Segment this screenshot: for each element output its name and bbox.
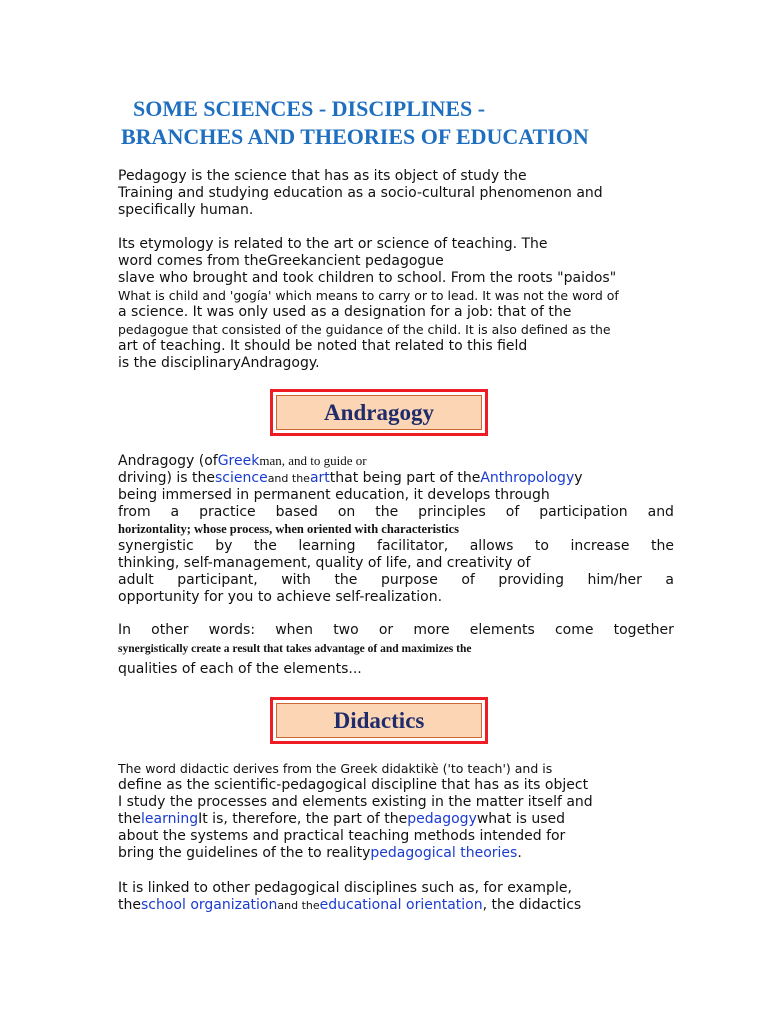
word: a <box>170 504 180 520</box>
intro-line: Pedagogy is the science that has as its object of study the <box>118 168 527 184</box>
word: increase <box>570 538 630 554</box>
word: providing <box>498 572 564 588</box>
word: facilitator, <box>377 538 449 554</box>
didactics-paragraph <box>118 760 593 862</box>
word: two <box>333 622 359 638</box>
text-span: bring the guidelines of the to reality <box>118 845 371 861</box>
etymology-line: pedagogue that consisted of the guidance of the child. It is also defined as the <box>118 322 611 337</box>
andragogy-line <box>118 538 674 555</box>
word: allows <box>469 538 514 554</box>
word: him/her <box>587 572 642 588</box>
word: synergistic <box>118 538 194 554</box>
word: learning <box>298 538 356 554</box>
word: on <box>337 504 356 520</box>
other-words-paragraph <box>118 622 674 678</box>
word: the <box>650 538 674 554</box>
pedagogy-link[interactable]: pedagogy <box>407 811 477 827</box>
linked-line <box>118 897 581 914</box>
word: other <box>151 622 189 638</box>
word: participation <box>539 504 628 520</box>
didactics-heading-box <box>270 697 488 744</box>
word: purpose <box>380 572 438 588</box>
didactics-heading: Didactics <box>333 707 425 733</box>
word: of <box>461 572 475 588</box>
other-words-line: qualities of each of the elements... <box>118 661 362 677</box>
andragogy-line <box>118 470 674 487</box>
etymology-paragraph <box>118 236 619 372</box>
greek-link[interactable]: Greek <box>217 453 260 469</box>
word: elements <box>469 622 535 638</box>
word: principles <box>418 504 486 520</box>
other-words-line <box>118 622 674 639</box>
text-span: . <box>517 845 522 861</box>
etymology-line: a science. It was only used as a designation for a job: that of the <box>118 304 572 320</box>
text-span: the <box>118 897 141 913</box>
text-span: and the <box>277 899 320 912</box>
learning-link[interactable]: learning <box>140 811 199 827</box>
text-span: driving) is the <box>118 470 215 486</box>
art-link[interactable]: art <box>309 470 330 486</box>
andragogy-line <box>118 572 674 589</box>
etymology-line: word comes from theGreekancient pedagogue <box>118 253 444 269</box>
text-span: what is used <box>476 811 566 827</box>
word: when <box>275 622 314 638</box>
school-organization-link[interactable]: school organization <box>140 897 278 913</box>
word: more <box>413 622 450 638</box>
word: together <box>613 622 674 638</box>
andragogy-line <box>118 452 674 470</box>
word: practice <box>199 504 256 520</box>
didactics-line: I study the processes and elements existing in the matter itself and <box>118 794 593 810</box>
word: words: <box>208 622 256 638</box>
word: with <box>281 572 311 588</box>
text-span: It is, therefore, the part of the <box>198 811 408 827</box>
text-span: the <box>118 811 141 827</box>
text-span: Andragogy (of <box>118 453 218 469</box>
word: or <box>378 622 394 638</box>
andragogy-paragraph <box>118 452 674 606</box>
pedagogical-theories-link[interactable]: pedagogical theories <box>370 845 518 861</box>
word: based <box>275 504 318 520</box>
didactics-line <box>118 811 593 828</box>
word: from <box>118 504 151 520</box>
didactics-line <box>118 845 593 862</box>
title-line-1: SOME SCIENCES - DISCIPLINES - <box>133 96 486 121</box>
word: participant, <box>177 572 258 588</box>
andragogy-line: opportunity for you to achieve self-realization. <box>118 589 443 605</box>
linked-paragraph <box>118 880 581 914</box>
andragogy-line: being immersed in permanent education, it develops through <box>118 487 550 503</box>
word: adult <box>118 572 154 588</box>
intro-line: Training and studying education as a socio-cultural phenomenon and <box>118 185 603 201</box>
etymology-line: slave who brought and took children to school. From the roots "paidos" <box>118 270 617 286</box>
word: the <box>375 504 399 520</box>
andragogy-line: thinking, self-management, quality of life, and creativity of <box>118 555 531 571</box>
word: In <box>118 622 132 638</box>
text-span: , the didactics <box>482 897 582 913</box>
didactics-line: about the systems and practical teaching methods intended for <box>118 828 566 844</box>
title-line-2: BRANCHES AND THEORIES OF EDUCATION <box>121 124 589 149</box>
text-span: and the <box>267 472 310 485</box>
educational-orientation-link[interactable]: educational orientation <box>319 897 483 913</box>
other-words-line: synergistically create a result that takes advantage of and maximizes the <box>118 643 472 655</box>
word: of <box>505 504 520 520</box>
etymology-line: What is child and 'gogía' which means to carry or to lead. It was not the word of <box>118 288 619 303</box>
word: a <box>665 572 674 588</box>
text-span: y <box>574 470 583 486</box>
andragogy-line <box>118 504 674 521</box>
science-link[interactable]: science <box>215 470 268 486</box>
didactics-line: define as the scientific-pedagogical discipline that has as its object <box>118 777 589 793</box>
word: and <box>647 504 674 520</box>
andragogy-line: horizontality; whose process, when oriented with characteristics <box>118 522 460 536</box>
etymology-line: Its etymology is related to the art or science of teaching. The <box>118 236 548 252</box>
anthropology-link[interactable]: Anthropology <box>480 470 575 486</box>
word: to <box>534 538 549 554</box>
didactics-line: The word didactic derives from the Greek didaktikè ('to teach') and is <box>118 761 553 776</box>
intro-paragraph <box>118 168 603 219</box>
linked-line: It is linked to other pedagogical disciplines such as, for example, <box>118 880 572 896</box>
word: the <box>253 538 277 554</box>
andragogy-heading: Andragogy <box>324 399 434 425</box>
text-span: man, and to guide or <box>259 453 367 468</box>
word: come <box>554 622 594 638</box>
etymology-line: art of teaching. It should be noted that related to this field <box>118 338 528 354</box>
intro-line: specifically human. <box>118 202 254 218</box>
word: the <box>334 572 358 588</box>
etymology-line: is the disciplinaryAndragogy. <box>118 355 320 371</box>
andragogy-heading-box <box>270 389 488 436</box>
text-span: that being part of the <box>329 470 481 486</box>
word: by <box>215 538 233 554</box>
